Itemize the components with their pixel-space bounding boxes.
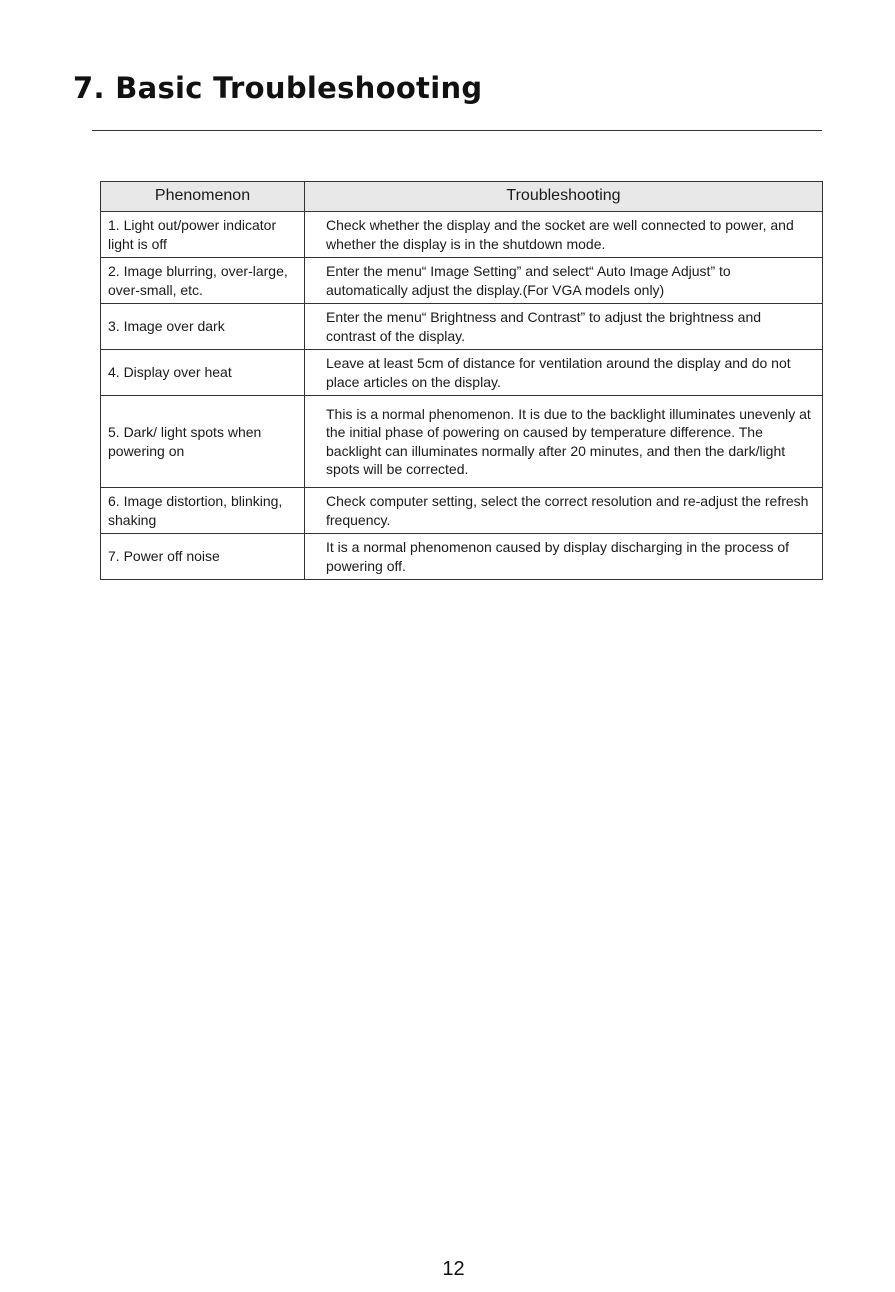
troubleshooting-table	[100, 181, 823, 580]
table-row	[101, 212, 823, 258]
solution-cell: Enter the menu“ Image Setting” and select“ Auto Image Adjust” to automatically adjust the display.(For VGA models only)	[305, 258, 823, 304]
table-row	[101, 488, 823, 534]
solution-cell: This is a normal phenomenon. It is due to the backlight illuminates unevenly at the initial phase of powering on caused by temperature difference. The backlight can illuminates normally after 20 minutes, and then the dark/light spots will be corrected.	[305, 396, 823, 488]
phenomenon-cell: 2. Image blurring, over-large, over-small, etc.	[101, 258, 305, 304]
solution-cell: Check whether the display and the socket are well connected to power, and whether the display is in the shutdown mode.	[305, 212, 823, 258]
table-row	[101, 304, 823, 350]
phenomenon-cell: 6. Image distortion, blinking, shaking	[101, 488, 305, 534]
solution-cell: Check computer setting, select the correct resolution and re-adjust the refresh frequency.	[305, 488, 823, 534]
phenomenon-cell: 1. Light out/power indicator light is off	[101, 212, 305, 258]
solution-cell: Leave at least 5cm of distance for ventilation around the display and do not place articles on the display.	[305, 350, 823, 396]
phenomenon-cell: 7. Power off noise	[101, 534, 305, 580]
page-title: 7. Basic Troubleshooting	[73, 71, 483, 105]
title-divider	[92, 130, 822, 131]
phenomenon-cell: 5. Dark/ light spots when powering on	[101, 396, 305, 488]
table-row	[101, 350, 823, 396]
header-troubleshooting: Troubleshooting	[305, 182, 823, 212]
phenomenon-cell: 4. Display over heat	[101, 350, 305, 396]
solution-cell: Enter the menu“ Brightness and Contrast” to adjust the brightness and contrast of the display.	[305, 304, 823, 350]
page-number: 12	[442, 1258, 465, 1280]
solution-cell: It is a normal phenomenon caused by display discharging in the process of powering off.	[305, 534, 823, 580]
table-row	[101, 396, 823, 488]
table-row	[101, 534, 823, 580]
header-phenomenon: Phenomenon	[101, 182, 305, 212]
phenomenon-cell: 3. Image over dark	[101, 304, 305, 350]
table-row	[101, 258, 823, 304]
table-header-row	[101, 182, 823, 212]
